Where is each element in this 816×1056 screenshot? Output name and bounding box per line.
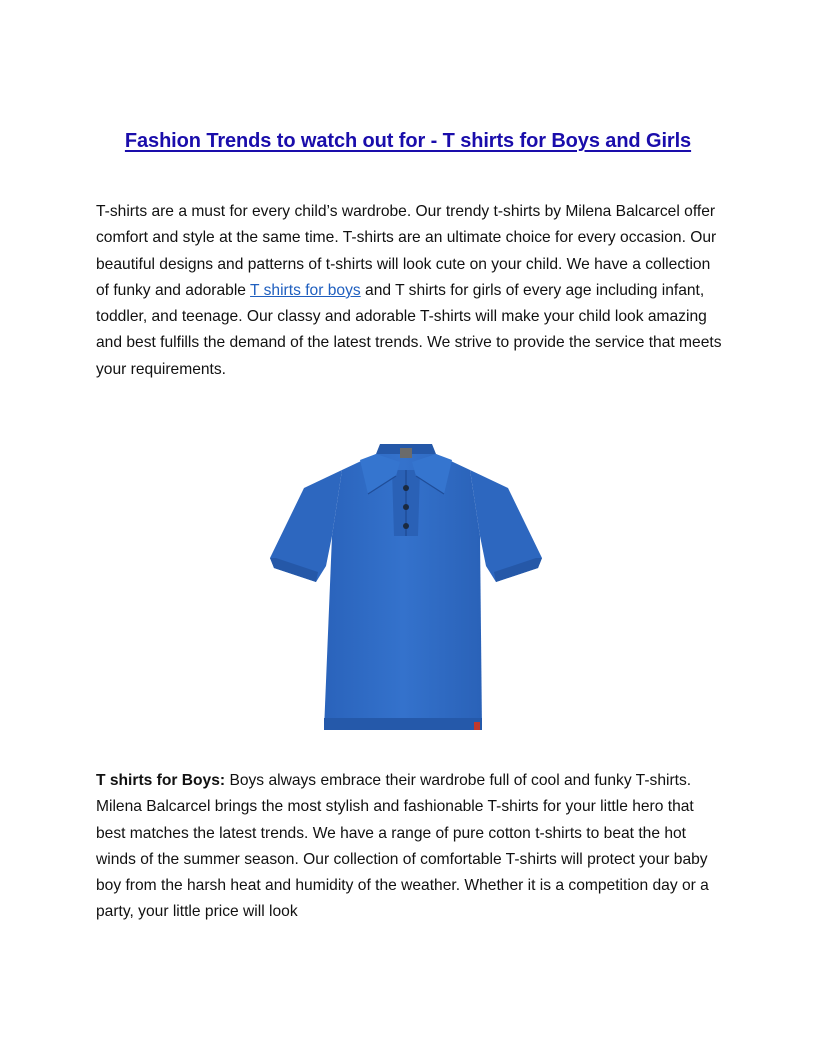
title-link[interactable]: Fashion Trends to watch out for - T shirts for Boys and Girls (124, 130, 692, 152)
boys-section-text: Boys always embrace their wardrobe full of cool and funky T-shirts. Milena Balcarcel brings the most stylish and fashionable T-shirts for your little hero that best matches the latest trends. We have a range of pure cotton t-shirts to beat the hot winds of the summer season. Our collection of comfortable T-shirts will protect your baby boy from the harsh heat and humidity of the weather. Whether it is a competition day or a party, your little price will look (96, 772, 709, 921)
boys-section-heading: T shirts for Boys: (96, 772, 226, 789)
intro-paragraph (96, 199, 726, 383)
blue-polo-shirt-image (264, 440, 548, 740)
intro-text-after-link: and T shirts for girls of every age including infant, toddler, and teenage. Our classy and adorable T-shirts will make your child look amazing and best fulfills the demand of the latest trends. We strive to provide the service that meets your requirements. (96, 281, 722, 378)
intro-text-before-link: T-shirts are a must for every child’s wardrobe. Our trendy t-shirts by Milena Balcarcel offer comfort and style at the same time. T-shirts are an ultimate choice for every occasion. Our beautiful designs and patterns of t-shirts will look cute on your child. We have a collection of funky and adorable (96, 203, 717, 299)
t-shirts-for-boys-link[interactable]: T shirts for boys (250, 281, 361, 299)
boys-section-paragraph (96, 768, 726, 926)
page-title (96, 130, 720, 153)
